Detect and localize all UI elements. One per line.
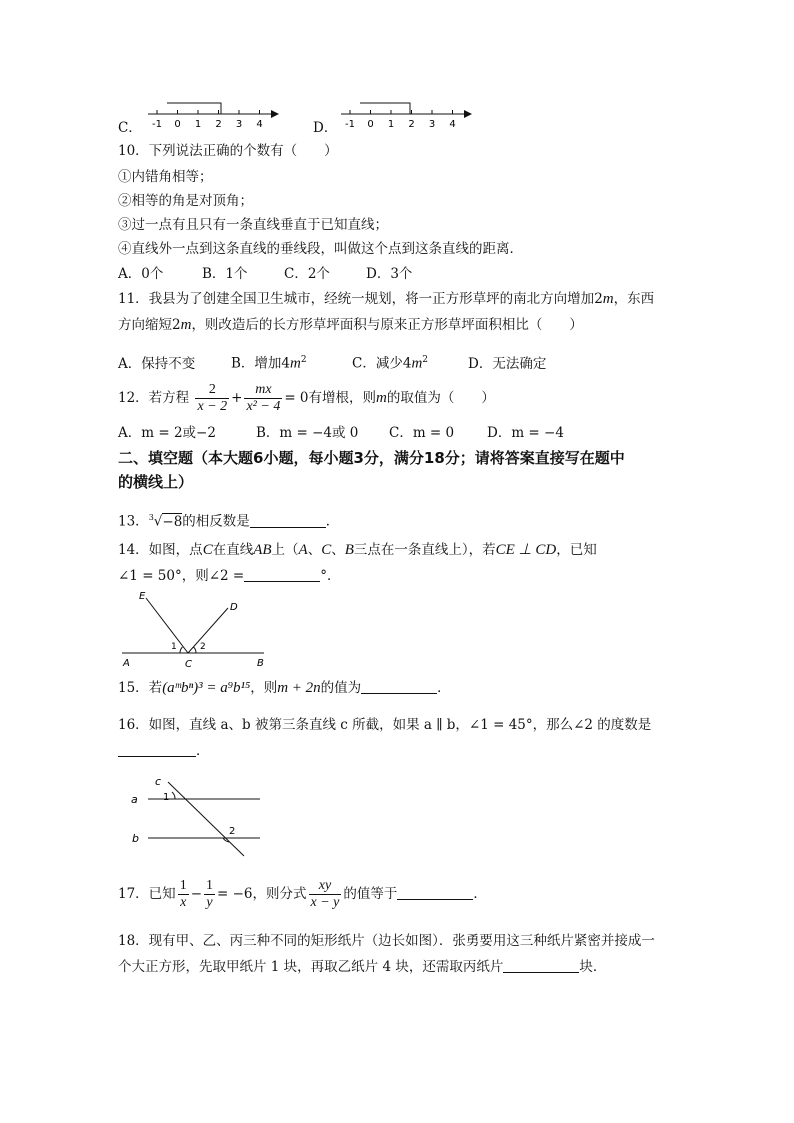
q10-statement-1: ①内错角相等； <box>118 169 213 185</box>
q10-option-c: C．2个 <box>284 266 330 282</box>
number-line-tick-label: 3 <box>428 119 436 130</box>
q16-line-1: 16．如图，直线 a、b 被第三条直线 c 所截，如果 a ∥ b，∠1 = 45°，那么∠2 的度数是 <box>118 717 652 733</box>
q16-answer-blank[interactable] <box>118 742 196 757</box>
number-line-tick-label: 1 <box>387 119 395 130</box>
q11-option-d: D．无法确定 <box>468 355 547 372</box>
q10-statement-3: ③过一点有且只有一条直线垂直于已知直线； <box>118 217 388 233</box>
number-line-tick-label: 0 <box>367 119 374 130</box>
q17-answer-blank[interactable] <box>397 885 473 900</box>
q14-label-e: E <box>139 591 146 602</box>
q18-line-1: 18．现有甲、乙、丙三种不同的矩形纸片（边长如图）．张勇要用这三种纸片紧密并接成一 <box>118 933 655 949</box>
q13-stem: 13．$^3$√−8的相反数是 ． <box>118 513 340 530</box>
q12-fraction-1: $\frac{2}{x - 2}$ <box>197 382 228 414</box>
q18-answer-blank[interactable] <box>503 958 579 973</box>
q13-answer-blank[interactable] <box>250 513 326 528</box>
q11-line-1: 11．我县为了创建全国卫生城市，经统一规划，将一正方形草坪的南北方向增加2m，东西 <box>118 291 655 307</box>
number-line-tick-label: 2 <box>408 119 415 130</box>
number-line-c <box>143 98 283 132</box>
q16-line-2: ． <box>118 742 210 760</box>
q10-option-b: B．1个 <box>202 266 248 282</box>
q10-stem: 10．下列说法正确的个数有（ ） <box>118 143 338 159</box>
q11-options <box>118 351 546 373</box>
number-line-tick-label: 3 <box>235 119 243 130</box>
q10-statement-4: ④直线外一点到这条直线的垂线段，叫做这个点到这条直线的距离． <box>118 241 523 257</box>
q14-angle-2-label: 2 <box>200 642 206 652</box>
q15-answer-blank[interactable] <box>361 679 437 694</box>
q9-option-d-label: D． <box>313 120 338 136</box>
q14-figure <box>118 590 268 670</box>
q10-option-a: A．0个 <box>118 266 164 282</box>
q11-option-b: B．增加$4m^2$ <box>231 355 307 372</box>
q16-label-a: a <box>131 793 138 806</box>
section-2-heading-line-2: 的横线上） <box>118 473 194 491</box>
q18-line-2: 个大正方形，先取甲纸片 1 块，再取乙纸片 4 块，还需取丙纸片 块． <box>118 959 607 975</box>
number-line-tick-label: 2 <box>215 119 222 130</box>
number-line-d <box>336 98 476 132</box>
q12-option-b: B．m = −4或 0 <box>256 425 359 441</box>
number-line-tick-label: 4 <box>449 119 456 130</box>
q11-option-a: A．保持不变 <box>118 355 196 372</box>
number-line-tick-label: -1 <box>152 119 162 130</box>
number-line-tick-label: 0 <box>174 119 181 130</box>
q14-answer-blank[interactable] <box>244 567 320 582</box>
q17-fraction-2: $\frac{1}{y}$ <box>206 878 213 910</box>
number-line-tick-label: 4 <box>256 119 263 130</box>
q16-label-b: b <box>132 832 139 845</box>
q16-label-c: c <box>155 775 162 788</box>
number-line-tick-label: 1 <box>194 119 202 130</box>
q10-statement-2: ②相等的角是对顶角； <box>118 193 253 209</box>
q9-option-c-label: C． <box>118 120 142 136</box>
q14-line-2: ∠1 = 50°，则∠2 = °． <box>118 568 341 584</box>
q12-fraction-2: $\frac{mx}{\text{x² − 4}}$ <box>246 382 281 414</box>
q12-option-c: C．m = 0 <box>389 425 455 441</box>
q16-figure <box>128 772 278 862</box>
q10-options <box>118 265 412 283</box>
q10-option-d: D．3个 <box>366 266 413 282</box>
q14-line-1: 14．如图，点C在直线AB上（A、C、B三点在一条直线上），若CE ⊥ CD，已知 <box>118 542 597 558</box>
q14-label-a: A <box>123 658 130 669</box>
q14-label-d: D <box>230 602 238 613</box>
q16-angle-2-label: 2 <box>229 826 236 837</box>
q16-angle-1-label: 1 <box>163 792 170 803</box>
q12-stem: 12．若方程 $\frac{2}{x - 2}$ + $\frac{mx}{\text{x² − 4}}$ = 0有增根，则m的取值为（ ） <box>118 382 495 414</box>
q17-stem: 17．已知 $\frac{1}{x}$ − $\frac{1}{y}$ = −6，则分式 $\frac{xy}{x - y}$ 的值等于 ． <box>118 878 487 910</box>
number-line-tick-label: -1 <box>345 119 355 130</box>
q14-label-c: C <box>185 659 192 670</box>
q11-line-2: 方向缩短2m，则改造后的长方形草坪面积与原来正方形草坪面积相比（ ） <box>118 317 583 333</box>
number-line-d-ticks <box>345 110 456 130</box>
q14-label-b: B <box>257 658 264 669</box>
q12-option-d: D．m = −4 <box>487 425 564 441</box>
q17-fraction-3: $\frac{xy}{x - y}$ <box>310 878 340 910</box>
q12-option-a: A．m = 2或−2 <box>118 425 216 441</box>
number-line-c-ticks <box>152 110 263 130</box>
q14-angle-1-label: 1 <box>171 642 177 652</box>
q17-fraction-1: $\frac{1}{x}$ <box>179 878 187 910</box>
section-2-heading-line-1: 二、填空题（本大题6小题，每小题3分，满分18分；请将答案直接写在题中 <box>118 449 625 467</box>
q12-options <box>118 424 564 442</box>
q15-stem: 15．若(aᵐbⁿ)³ = a⁹b¹⁵，则m + 2n的值为 ． <box>118 680 451 696</box>
q11-option-c: C．减少$4m^2$ <box>352 355 429 372</box>
